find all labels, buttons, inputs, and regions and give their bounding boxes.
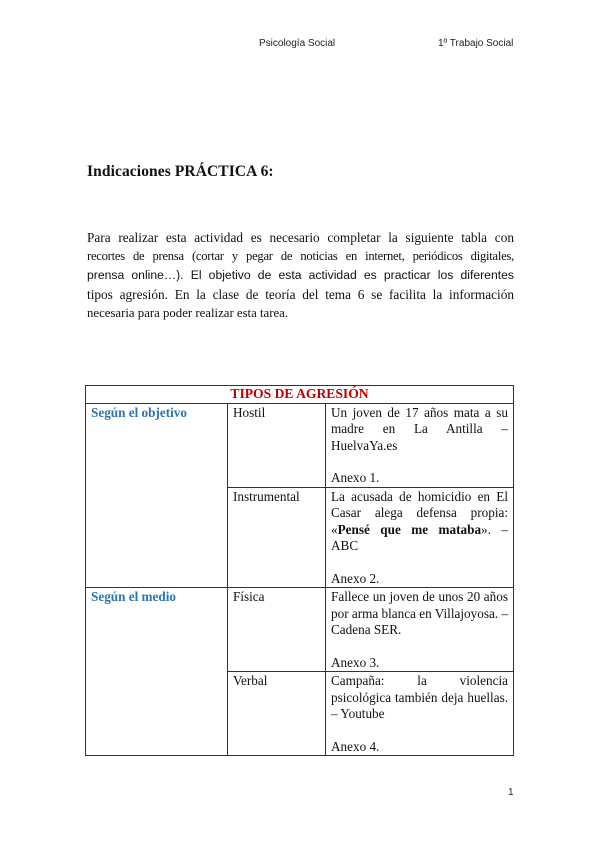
- news-cell: [326, 487, 514, 588]
- news-quote-bold: Pensé que me mataba: [337, 521, 482, 537]
- table-row: [86, 403, 514, 487]
- table-row: [86, 588, 514, 672]
- news-cell: [326, 588, 514, 672]
- table-heading-row: [86, 386, 514, 404]
- news-headline: Fallece un joven de unos 20 años por arma blanca en Villajoyosa. – Cadena SER.: [331, 589, 508, 637]
- category-cell: Según el objetivo: [86, 403, 228, 588]
- type-cell: Instrumental: [228, 487, 326, 588]
- page-number: 1: [508, 787, 514, 798]
- instructions-paragraph: [87, 228, 514, 323]
- type-cell: Física: [228, 588, 326, 672]
- header-degree: 1º Trabajo Social: [438, 38, 514, 49]
- paragraph-line: recortes de prensa (cortar y pegar de noticias en internet, periódicos digitales,: [87, 249, 514, 263]
- news-headline: Campaña: la violencia psicológica también deja huellas. – Youtube: [331, 673, 508, 721]
- paragraph-line: Para realizar esta actividad es necesario completar la siguiente tabla con: [87, 230, 514, 245]
- annex-label: Anexo 4.: [331, 738, 380, 754]
- type-cell: Verbal: [228, 672, 326, 756]
- page-title: Indicaciones PRÁCTICA 6:: [87, 163, 274, 180]
- annex-label: Anexo 3.: [331, 654, 380, 670]
- annex-label: Anexo 2.: [331, 570, 380, 586]
- news-cell: [326, 672, 514, 756]
- header-course: Psicología Social: [259, 38, 336, 49]
- news-cell: [326, 403, 514, 487]
- news-source: ». – ABC: [331, 521, 508, 553]
- table-heading: TIPOS DE AGRESIÓN: [86, 386, 514, 404]
- category-cell: Según el medio: [86, 588, 228, 756]
- type-cell: Hostil: [228, 403, 326, 487]
- paragraph-line: prensa online…). El objetivo de esta actividad es practicar los diferentes: [87, 268, 514, 282]
- paragraph-line: tipos agresión. En la clase de teoría del tema 6 se facilita la información: [87, 287, 514, 302]
- annex-label: Anexo 1.: [331, 470, 380, 485]
- paragraph-line: necesaria para poder realizar esta tarea.: [87, 306, 289, 320]
- news-headline: Un joven de 17 años mata a su madre en La Antilla – HuelvaYa.es: [331, 404, 508, 453]
- aggression-types-table: [85, 385, 514, 756]
- news-headline: La acusada de homicidio en El Casar alega defensa propia: «: [331, 488, 508, 537]
